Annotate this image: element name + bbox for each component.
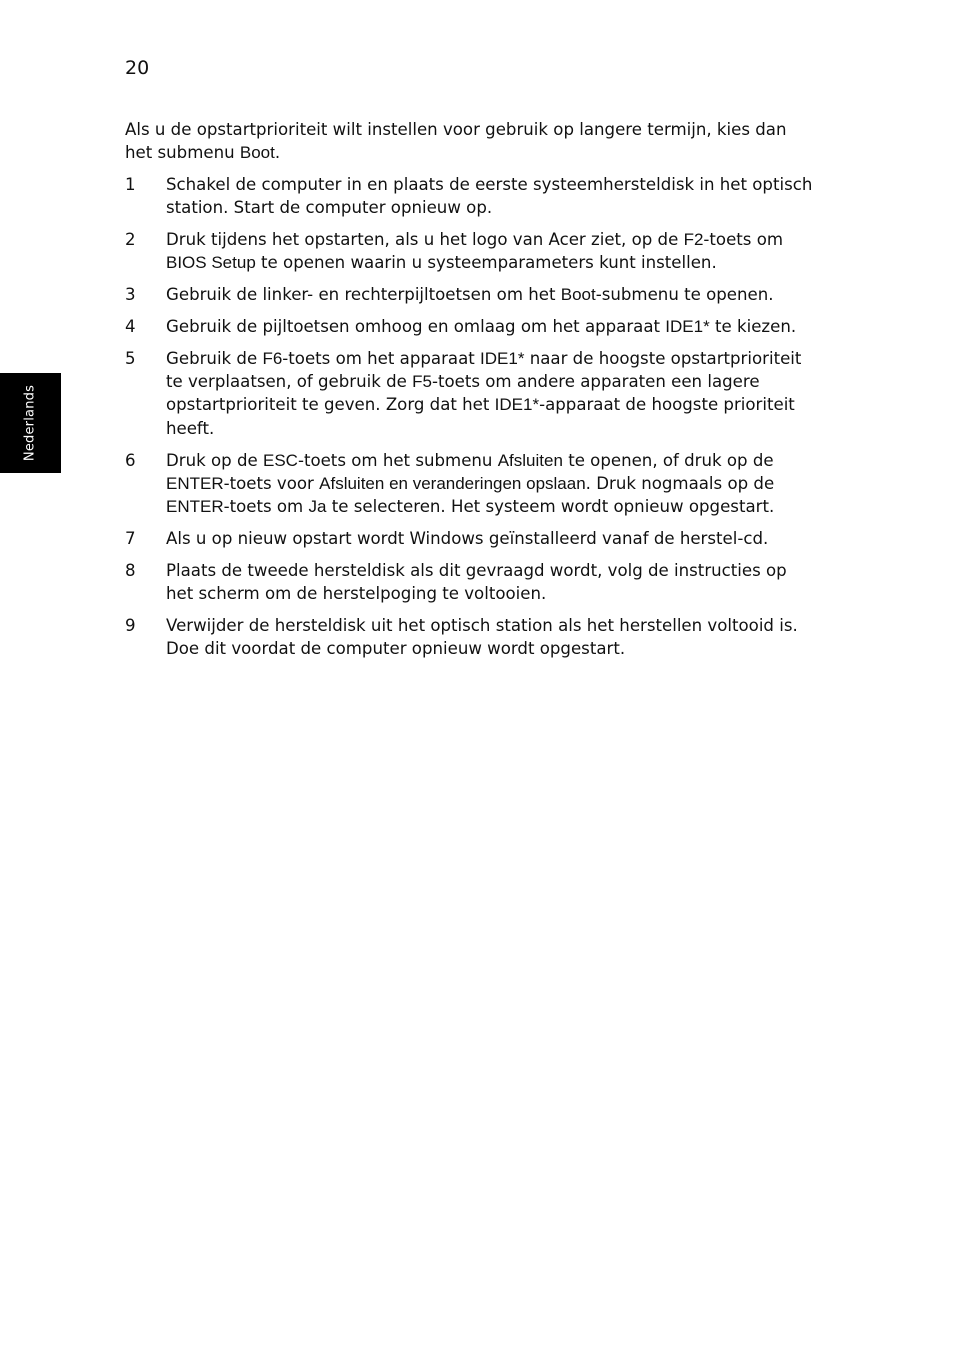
step-text [166, 317, 796, 336]
intro-text: Als u de opstartprioriteit wilt instellen voor gebruik op langere termijn, kies dan het submenu [125, 120, 787, 163]
step-text-part: te selecteren. Het systeem wordt opnieuw opgestart. [326, 497, 775, 517]
step-text [166, 616, 798, 658]
step-text-part: -toets om het submenu [297, 450, 498, 470]
step-text-part: Verwijder de hersteldisk uit het optisch station als het herstellen voltooid is. Doe dit voordat de computer opnieuw wordt opgestart. [166, 616, 798, 659]
step-item [125, 315, 815, 338]
step-text [166, 529, 768, 548]
main-content [125, 118, 815, 669]
step-number: 1 [125, 174, 136, 194]
step-text-part: Plaats de tweede hersteldisk als dit gevraagd wordt, volg de instructies op het scherm om de herstelpoging te voltooien. [166, 560, 787, 604]
page-number: 20 [125, 57, 150, 79]
intro-paragraph [125, 118, 815, 165]
step-item [125, 614, 815, 661]
step-number: 7 [125, 529, 136, 549]
step-number: 4 [125, 316, 136, 336]
key-term: F6 [262, 348, 283, 368]
step-text-part: Als u op nieuw opstart wordt Windows geïnstalleerd vanaf de herstel-cd. [166, 529, 769, 549]
step-item [125, 527, 815, 550]
key-term: Ja [308, 497, 327, 517]
step-text [166, 175, 812, 217]
key-term: ENTER [166, 497, 224, 517]
side-tab-label: Nederlands [22, 384, 38, 462]
key-term: F2 [683, 229, 704, 249]
key-term: ENTER [166, 473, 224, 493]
step-item [125, 283, 815, 306]
step-number: 3 [125, 284, 136, 304]
key-term: ESC [262, 450, 298, 470]
step-text [166, 451, 774, 517]
step-text [166, 561, 787, 603]
step-text-part: Druk tijdens het opstarten, als u het logo van Acer ziet, op de [166, 229, 684, 249]
step-text [166, 230, 783, 272]
step-item [125, 559, 815, 606]
step-text-part: Druk op de [166, 450, 263, 470]
step-text [166, 285, 774, 304]
key-term: F5 [412, 372, 432, 392]
step-text-part: -toets om [223, 497, 309, 517]
intro-text: . [274, 143, 281, 163]
key-term: Afsluiten [497, 450, 563, 470]
key-term: IDE1* [665, 316, 710, 336]
step-text-part: naar de hoogste opstartprioriteit te verplaatsen, of gebruik de [166, 348, 802, 392]
key-term: Afsluiten en veranderingen opslaan [319, 473, 586, 493]
step-text-part: Schakel de computer in en plaats de eerste systeemhersteldisk in het optisch station. Start de computer opnieuw op. [166, 174, 813, 217]
step-text-part: . Druk nogmaals op de [585, 473, 775, 493]
step-item [125, 449, 815, 519]
step-number: 9 [125, 616, 136, 636]
boot-key: Boot [239, 143, 275, 163]
step-text-part: te kiezen. [709, 316, 797, 336]
step-number: 8 [125, 560, 136, 580]
steps-list [125, 173, 815, 661]
step-text-part: Gebruik de [166, 348, 263, 368]
step-number: 5 [125, 348, 136, 368]
step-text-part: -toets om [703, 229, 784, 249]
step-item [125, 347, 815, 440]
step-text-part: te openen waarin u systeemparameters kunt instellen. [255, 253, 717, 273]
step-text-part: -toets om het apparaat [282, 348, 481, 368]
step-text-part: -toets voor [223, 473, 320, 493]
step-text-part: te openen, of druk op de [562, 450, 774, 470]
step-item [125, 228, 815, 275]
step-text-part: -submenu te openen. [595, 284, 774, 304]
key-term: IDE1* [480, 348, 525, 368]
step-text [166, 349, 801, 438]
step-number: 2 [125, 229, 136, 249]
step-text-part: Gebruik de pijltoetsen omhoog en omlaag om het apparaat [166, 316, 666, 336]
language-side-tab [0, 373, 61, 473]
key-term: IDE1* [494, 395, 540, 415]
step-item [125, 173, 815, 220]
step-text-part: -toets om andere apparaten een lagere opstartprioriteit te geven. Zorg dat het [166, 372, 760, 415]
step-text-part: Gebruik de linker- en rechterpijltoetsen om het [166, 284, 561, 304]
key-term: BIOS Setup [166, 253, 256, 273]
step-text-part: -apparaat de hoogste prioriteit heeft. [166, 395, 795, 438]
step-number: 6 [125, 450, 136, 470]
key-term: Boot [560, 284, 596, 304]
